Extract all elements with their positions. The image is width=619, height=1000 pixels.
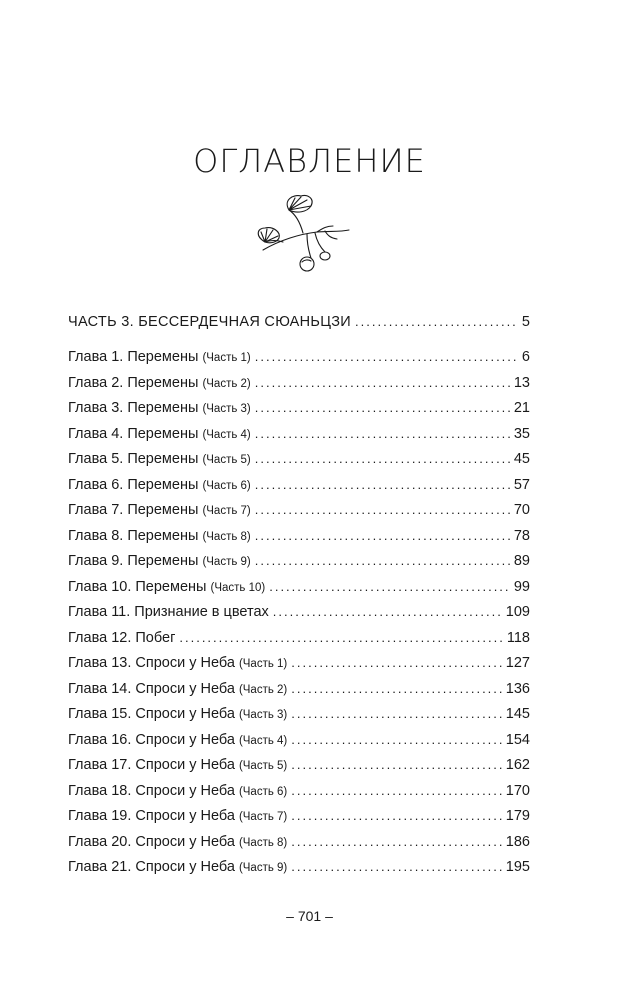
toc-chapter-label [68, 652, 287, 675]
toc-leader-dots [255, 346, 518, 368]
toc-chapter-subtitle: (Часть 1) [202, 352, 251, 364]
toc-chapter-label [68, 499, 251, 522]
toc-chapter-title: Глава 20. Спроси у Неба [68, 833, 239, 850]
toc-chapter-entry[interactable] [68, 678, 530, 700]
toc-leader-dots [255, 423, 510, 445]
toc-chapter-subtitle: (Часть 3) [238, 709, 288, 721]
toc-chapter-subtitle: (Часть 8) [238, 836, 288, 849]
toc-leader-dots [291, 729, 502, 751]
toc-chapter-entry[interactable] [68, 856, 530, 878]
toc-chapter-subtitle: (Часть 4) [238, 734, 288, 747]
page-number: – 701 – [286, 908, 333, 924]
toc-chapter-entry[interactable] [68, 423, 530, 445]
toc-chapter-title: Глава 6. Перемены [68, 476, 203, 493]
toc-chapter-title: Глава 18. Спроси у Неба [68, 782, 239, 799]
toc-part-page: 5 [521, 314, 530, 330]
toc-chapter-subtitle: (Часть 2) [238, 683, 288, 696]
toc-chapter-entry[interactable] [68, 474, 530, 496]
toc-leader-dots [255, 474, 510, 496]
toc-chapter-title: Глава 15. Спроси у Неба [68, 706, 239, 722]
toc-chapter-page: 195 [505, 859, 530, 875]
toc-chapter-subtitle: (Часть 3) [202, 403, 251, 415]
toc-chapter-entry[interactable] [68, 372, 530, 394]
toc-chapter-page: 78 [513, 527, 530, 544]
toc-chapter-label [68, 448, 251, 471]
toc-chapter-page: 145 [505, 706, 530, 722]
toc-leader-dots [291, 703, 502, 725]
toc-leader-dots [269, 576, 510, 598]
toc-chapter-entry[interactable] [68, 805, 530, 827]
toc-chapter-title: Глава 17. Спроси у Неба [68, 757, 239, 773]
toc-chapter-page: 109 [505, 604, 530, 620]
toc-leader-dots [255, 550, 510, 572]
toc-chapter-subtitle: (Часть 2) [202, 377, 251, 390]
toc-chapter-label [68, 678, 287, 701]
toc-chapter-label [68, 703, 287, 726]
toc-chapter-title: Глава 8. Перемены [68, 527, 203, 544]
toc-chapter-subtitle: (Часть 5) [238, 760, 288, 772]
toc-chapter-label [68, 805, 287, 828]
toc-leader-dots [179, 627, 503, 649]
toc-chapter-title: Глава 12. Побег [68, 629, 176, 646]
toc-chapter-title: Глава 19. Спроси у Неба [68, 808, 239, 824]
toc-chapter-label [68, 372, 251, 395]
toc-chapter-entry[interactable] [68, 397, 530, 419]
toc-chapter-title: Глава 1. Перемены [68, 349, 203, 365]
toc-chapter-label [68, 423, 251, 446]
toc-chapter-title: Глава 13. Спроси у Неба [68, 655, 239, 671]
toc-chapter-page: 35 [513, 425, 530, 442]
toc-chapter-subtitle: (Часть 9) [238, 862, 288, 874]
toc-leader-dots [291, 780, 502, 802]
toc-chapter-subtitle: (Часть 5) [202, 454, 251, 466]
toc-chapter-title: Глава 10. Перемены [68, 578, 211, 595]
toc-chapter-subtitle: (Часть 10) [210, 581, 266, 594]
toc-chapter-page: 57 [513, 476, 530, 493]
toc-chapter-page: 89 [513, 553, 530, 569]
toc-chapter-label [68, 729, 287, 752]
toc-chapter-entry[interactable] [68, 448, 530, 470]
toc-chapter-subtitle: (Часть 8) [202, 530, 251, 543]
toc-part-entry[interactable] [68, 311, 530, 333]
toc-leader-dots [255, 525, 510, 547]
toc-chapter-label [68, 346, 251, 369]
toc-chapter-entry[interactable] [68, 627, 530, 649]
toc-chapter-page: 127 [505, 655, 530, 671]
toc-chapter-entry[interactable] [68, 576, 530, 598]
toc-chapter-subtitle: (Часть 6) [238, 785, 288, 798]
toc-chapter-subtitle: (Часть 6) [202, 479, 251, 492]
toc-chapter-entry[interactable] [68, 550, 530, 572]
toc-leader-dots [291, 805, 502, 827]
toc-chapter-page: 154 [505, 731, 530, 748]
page-title: ОГЛАВЛЕНИЕ [193, 142, 426, 180]
toc-chapter-label [68, 754, 287, 777]
toc-chapter-label [68, 474, 251, 497]
toc-chapter-subtitle: (Часть 1) [238, 658, 288, 670]
toc-leader-dots [255, 372, 510, 394]
toc-leader-dots [273, 601, 502, 623]
toc-chapter-title: Глава 5. Перемены [68, 451, 203, 467]
toc-chapter-entry[interactable] [68, 601, 530, 623]
toc-chapter-entry[interactable] [68, 703, 530, 725]
toc-chapter-entry[interactable] [68, 499, 530, 521]
toc-chapter-subtitle: (Часть 7) [202, 505, 251, 517]
toc-chapter-page: 6 [521, 349, 530, 365]
toc-leader-dots [291, 678, 502, 700]
toc-chapter-subtitle: (Часть 9) [202, 556, 251, 568]
toc-chapter-entry[interactable] [68, 831, 530, 853]
toc-chapter-label [68, 397, 251, 420]
toc-leader-dots [255, 397, 510, 419]
toc-leader-dots [291, 754, 502, 776]
toc-leader-dots [291, 856, 502, 878]
toc-chapter-entry[interactable] [68, 780, 530, 802]
toc-chapter-entry[interactable] [68, 346, 530, 368]
toc-leader-dots [255, 499, 510, 521]
toc-chapter-subtitle: (Часть 4) [202, 428, 251, 441]
toc-chapter-page: 186 [505, 833, 530, 850]
toc-chapter-page: 162 [505, 757, 530, 773]
toc-chapter-title: Глава 7. Перемены [68, 502, 203, 518]
toc-chapter-page: 45 [513, 451, 530, 467]
toc-chapter-page: 136 [505, 680, 530, 697]
toc-chapter-label [68, 601, 269, 623]
toc-leader-dots [255, 448, 510, 470]
toc-chapter-title: Глава 2. Перемены [68, 374, 203, 391]
toc-chapter-label [68, 780, 287, 803]
toc-chapter-entry[interactable] [68, 525, 530, 547]
toc-chapter-page: 13 [513, 374, 530, 391]
toc-chapter-title: Глава 3. Перемены [68, 400, 203, 416]
toc-chapter-entry[interactable] [68, 652, 530, 674]
toc-chapter-entry[interactable] [68, 754, 530, 776]
toc-chapter-label [68, 856, 287, 879]
toc-chapter-label [68, 525, 251, 548]
toc-leader-dots [355, 311, 518, 333]
toc-chapter-page: 70 [513, 502, 530, 518]
toc-chapter-title: Глава 9. Перемены [68, 553, 203, 569]
toc-chapter-title: Глава 16. Спроси у Неба [68, 731, 239, 748]
toc-chapter-title: Глава 14. Спроси у Неба [68, 680, 239, 697]
toc-chapter-label [68, 627, 175, 649]
toc-chapter-label [68, 550, 251, 573]
toc-chapter-page: 99 [513, 578, 530, 595]
toc-chapter-entry[interactable] [68, 729, 530, 751]
toc-chapter-title: Глава 11. Признание в цветах [68, 604, 269, 620]
toc-chapter-subtitle: (Часть 7) [238, 811, 288, 823]
toc-leader-dots [291, 831, 502, 853]
toc-chapter-page: 21 [513, 400, 530, 416]
toc-chapter-page: 170 [505, 782, 530, 799]
toc-chapter-label [68, 831, 287, 854]
toc-chapter-title: Глава 4. Перемены [68, 425, 203, 442]
toc-chapter-page: 179 [505, 808, 530, 824]
toc-chapter-label [68, 576, 265, 599]
toc-chapter-title: Глава 21. Спроси у Неба [68, 859, 239, 875]
ginkgo-branch-icon [245, 192, 355, 277]
toc-leader-dots [291, 652, 502, 674]
toc-chapter-page: 118 [506, 629, 530, 646]
toc-part-label: ЧАСТЬ 3. БЕССЕРДЕЧНАЯ СЮАНЬЦЗИ [68, 314, 352, 330]
